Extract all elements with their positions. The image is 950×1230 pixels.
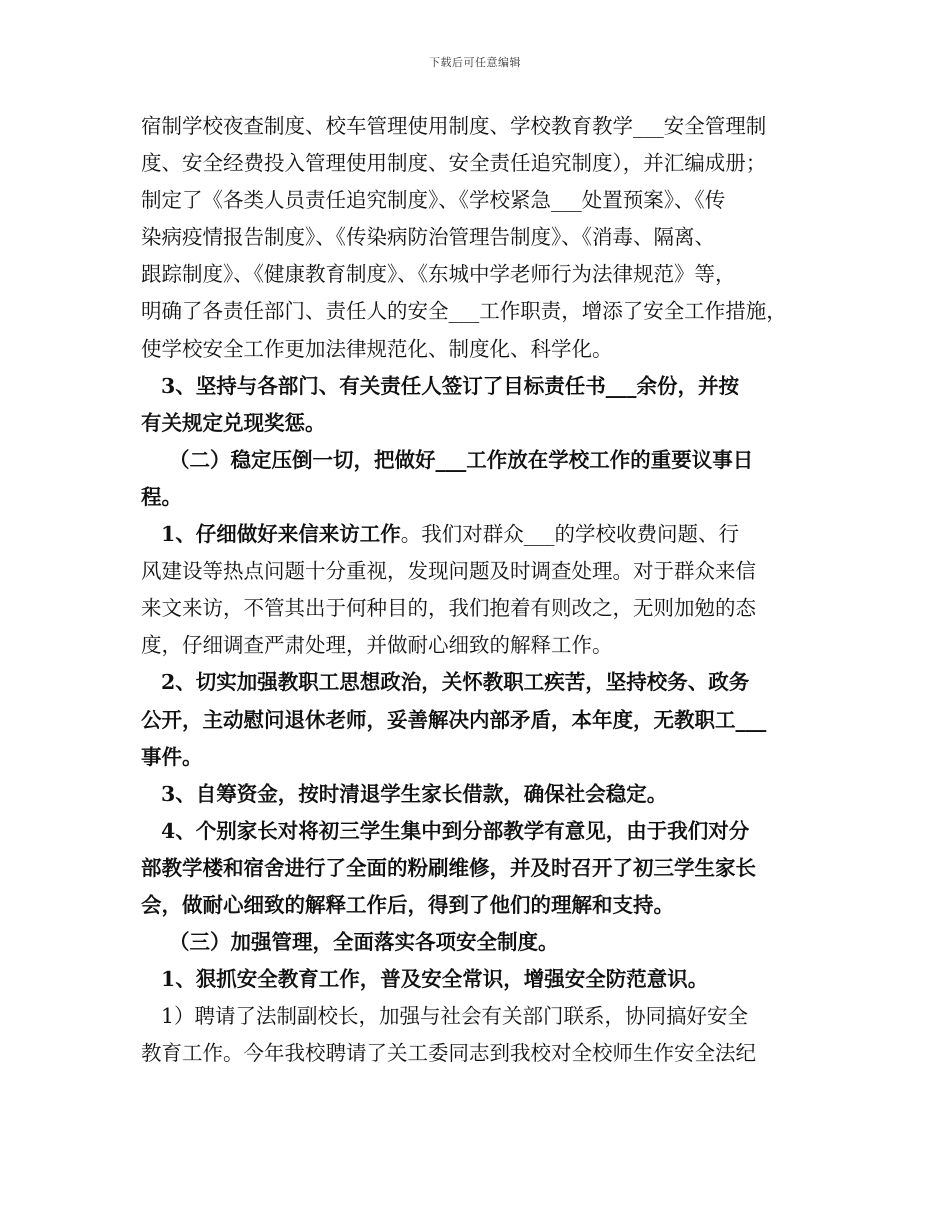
paragraph-8 bbox=[141, 924, 813, 961]
text-line: 3、坚持与各部门、有关责任人签订了目标责任书___余份，并按 bbox=[161, 373, 740, 398]
text-line: 1）聘请了法制副校长，加强与社会有关部门联系，协同搞好安全 bbox=[161, 1004, 749, 1029]
paragraph-6 bbox=[141, 776, 813, 813]
text-line: 使学校安全工作更加法律规范化、制度化、科学化。 bbox=[141, 336, 613, 361]
text-line: 3、自筹资金，按时清退学生家长借款，确保社会稳定。 bbox=[161, 781, 668, 806]
paragraph-1 bbox=[141, 108, 813, 368]
paragraph-2 bbox=[141, 368, 813, 442]
paragraph-lead: 1、仔细做好来信来访工作 bbox=[161, 522, 401, 547]
text-line: 有关规定兑现奖惩。 bbox=[141, 410, 326, 435]
text-line: （三）加强管理，全面落实各项安全制度。 bbox=[169, 930, 559, 955]
text-line: 跟踪制度》、《健康教育制度》、《东城中学老师行为法律规范》等， bbox=[141, 262, 736, 287]
text-line: 宿制学校夜查制度、校车管理使用制度、学校教育教学___安全管理制 bbox=[141, 114, 767, 138]
text-line: 部教学楼和宿舍进行了全面的粉刷维修，并及时召开了初三学生家长 bbox=[141, 855, 756, 880]
paragraph-10 bbox=[141, 998, 813, 1072]
paragraph-3 bbox=[141, 442, 813, 516]
text-line: 1、狠抓安全教育工作，普及安全常识，增强安全防范意识。 bbox=[161, 967, 709, 992]
text-line: 制定了《各类人员责任追究制度》、《学校紧急___处置预案》、《传 bbox=[141, 188, 726, 213]
text-line: 染病疫情报告制度》、《传染病防治管理告制度》、《消毒、隔离、 bbox=[141, 225, 715, 250]
page-header: 下载后可任意编辑 bbox=[429, 56, 521, 69]
paragraph-4 bbox=[141, 516, 813, 664]
text-line: 4、个别家长对将初三学生集中到分部教学有意见，由于我们对分 bbox=[161, 818, 750, 843]
text-line: 程。 bbox=[141, 484, 182, 509]
text-line bbox=[141, 516, 813, 553]
text-line: 2、切实加强教职工思想政治，关怀教职工疾苦，坚持校务、政务 bbox=[161, 670, 750, 695]
text-line: 事件。 bbox=[141, 744, 203, 769]
text-line: 公开，主动慰问退休老师，妥善解决内部矛盾，本年度，无教职工___ bbox=[141, 707, 767, 732]
text-span: 。我们对群众___的学校收费问题、行 bbox=[400, 522, 740, 547]
paragraph-9 bbox=[141, 961, 813, 998]
text-line: 明确了各责任部门、责任人的安全___工作职责，增添了安全工作措施， bbox=[141, 299, 787, 324]
document-body bbox=[141, 108, 813, 1072]
text-line: 来文来访，不管其出于何种目的，我们抱着有则改之，无则加勉的态 bbox=[141, 596, 756, 621]
text-line: 风建设等热点问题十分重视，发现问题及时调查处理。对于群众来信 bbox=[141, 559, 756, 584]
paragraph-5 bbox=[141, 664, 813, 775]
text-line: 教育工作。今年我校聘请了关工委同志到我校对全校师生作安全法纪 bbox=[141, 1041, 756, 1066]
text-line: 会，做耐心细致的解释工作后，得到了他们的理解和支持。 bbox=[141, 892, 674, 917]
text-line: 度，仔细调查严肃处理，并做耐心细致的解释工作。 bbox=[141, 633, 613, 658]
text-line: （二）稳定压倒一切，把做好___工作放在学校工作的重要议事日 bbox=[169, 447, 754, 472]
text-line: 度、安全经费投入管理使用制度、安全责任追究制度），并汇编成册； bbox=[141, 151, 767, 176]
paragraph-7 bbox=[141, 813, 813, 924]
